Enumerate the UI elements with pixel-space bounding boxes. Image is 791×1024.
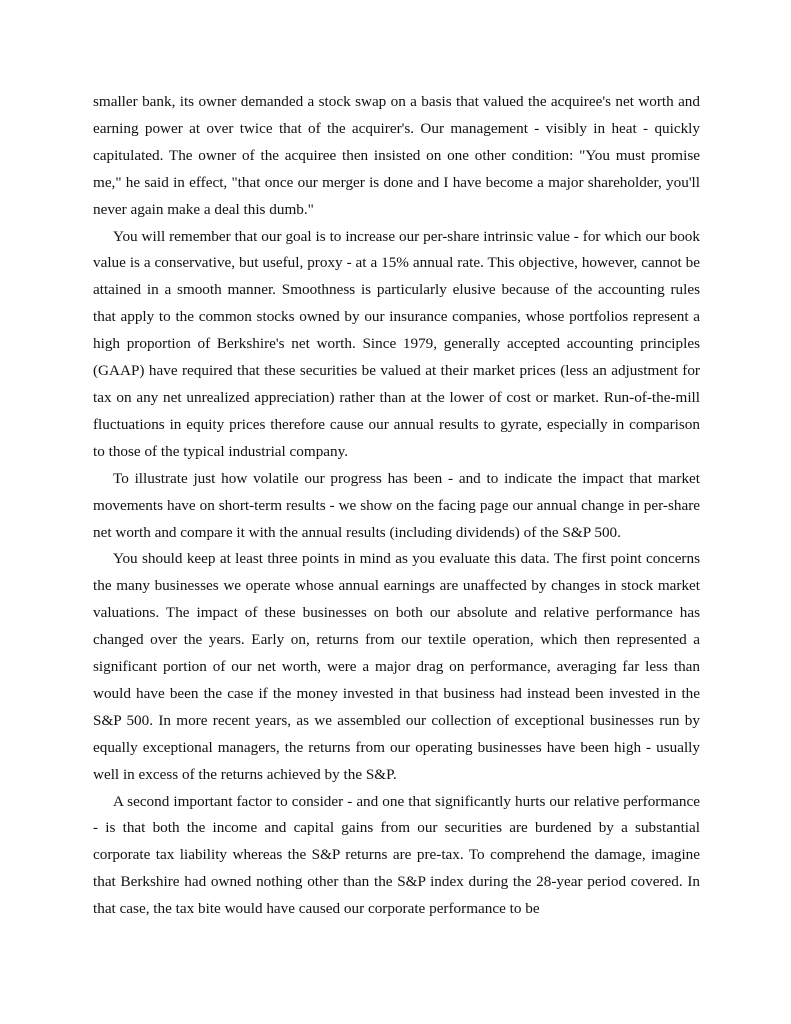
paragraph-acquisition-anecdote: smaller bank, its owner demanded a stock swap on a basis that valued the acquiree's net worth and earning power at over twice that of the acquirer's. Our management - visibly in heat - quickly capitulated. The owner of the acquiree then insisted on one other condition: "You must promise me," he said in effect, "that once our merger is done and I have become a major shareholder, you'll never again make a deal this dumb." bbox=[93, 93, 700, 218]
body-text bbox=[93, 89, 700, 923]
paragraph-second-factor: A second important factor to consider - and one that significantly hurts our relative performance - is that both the income and capital gains from our securities are burdened by a substantial corporate tax liability whereas the S&P returns are pre-tax. To comprehend the damage, imagine that Berkshire had owned nothing other than the S&P index during the 28-year period covered. In that case, the tax bite would have caused our corporate performance to be bbox=[93, 792, 700, 918]
paragraph-first-point: You should keep at least three points in mind as you evaluate this data. The first point concerns the many businesses we operate whose annual earnings are unaffected by changes in stock market valuations. The impact of these businesses on both our absolute and relative performance has changed over the years. Early on, returns from our textile operation, which then represented a significant portion of our net worth, were a major drag on performance, averaging far less than would have been the case if the money invested in that business had instead been invested in the S&P 500. In more recent years, as we assembled our collection of exceptional businesses run by equally exceptional managers, the returns from our operating businesses have been high - usually well in excess of the returns achieved by the S&P. bbox=[93, 550, 700, 783]
paragraph-volatility-illustration: To illustrate just how volatile our progress has been - and to indicate the impact that market movements have on short-term results - we show on the facing page our annual change in per-share net worth and compare it with the annual results (including dividends) of the S&P 500. bbox=[93, 469, 700, 541]
paragraph-intrinsic-value-goal: You will remember that our goal is to increase our per-share intrinsic value - for which our book value is a conservative, but useful, proxy - at a 15% annual rate. This objective, however, cannot be attained in a smooth manner. Smoothness is particularly elusive because of the accounting rules that apply to the common stocks owned by our insurance companies, whose portfolios represent a high proportion of Berkshire's net worth. Since 1979, generally accepted accounting principles (GAAP) have required that these securities be valued at their market prices (less an adjustment for tax on any net unrealized appreciation) rather than at the lower of cost or market. Run-of-the-mill fluctuations in equity prices therefore cause our annual results to gyrate, especially in comparison to those of the typical industrial company. bbox=[93, 227, 700, 460]
